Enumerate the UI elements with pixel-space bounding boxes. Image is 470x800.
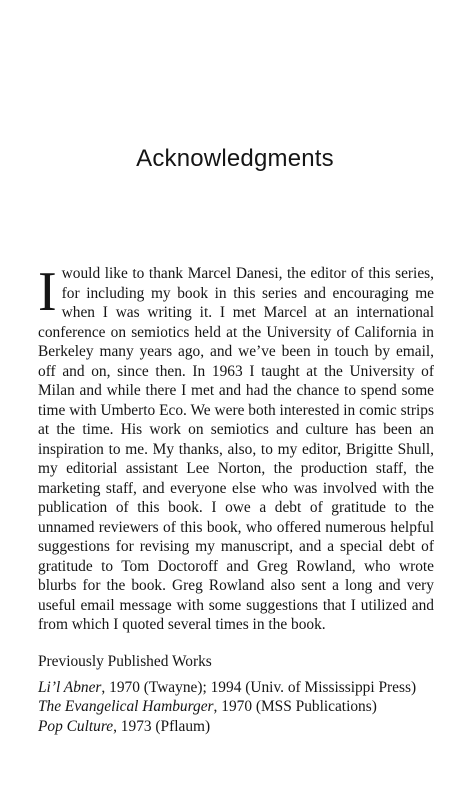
work-title: The Evangelical Hamburger [38,698,214,715]
previously-published-works [38,652,458,736]
drop-cap-letter: I [38,261,57,323]
work-item [38,697,458,717]
acknowledgments-text: would like to thank Marcel Danesi, the editor of this series, for including my book in this series and encouraging me when I was writing it. I met Marcel at an international conference on semiotics held at the University of California in Berkeley many years ago, and we’ve been in touch by email, off and on, since then. In 1963 I taught at the University of Milan and while there I met and had the chance to spend some time with Umberto Eco. We were both interested in comic strips at the time. His work on semiotics and culture has been an inspiration to me. My thanks, also, to my editor, Brigitte Shull, my editorial assistant Lee Norton, the production staff, the marketing staff, and everyone else who was involved with the publication of this book. I owe a debt of gratitude to the unnamed reviewers of this book, who offered numerous helpful suggestions for revising my manuscript, and a special debt of gratitude to Tom Doctoroff and Greg Rowland, who wrote blurbs for the book. Greg Rowland also sent a long and very useful email message with some suggestions that I utilized and from which I quoted several times in the book. [38,265,434,633]
acknowledgments-paragraph [38,261,434,635]
work-title: Pop Culture [38,717,114,735]
work-details: , 1970 (Twayne); 1994 (Univ. of Mississippi Press) [101,678,417,696]
work-item [38,678,458,698]
work-title: Li’l Abner [38,678,102,696]
page-title: Acknowledgments [136,145,334,172]
work-details: , 1970 (MSS Publications) [213,698,377,715]
work-item [38,717,458,737]
works-heading: Previously Published Works [38,653,212,670]
work-details: , 1973 (Pflaum) [113,717,211,735]
